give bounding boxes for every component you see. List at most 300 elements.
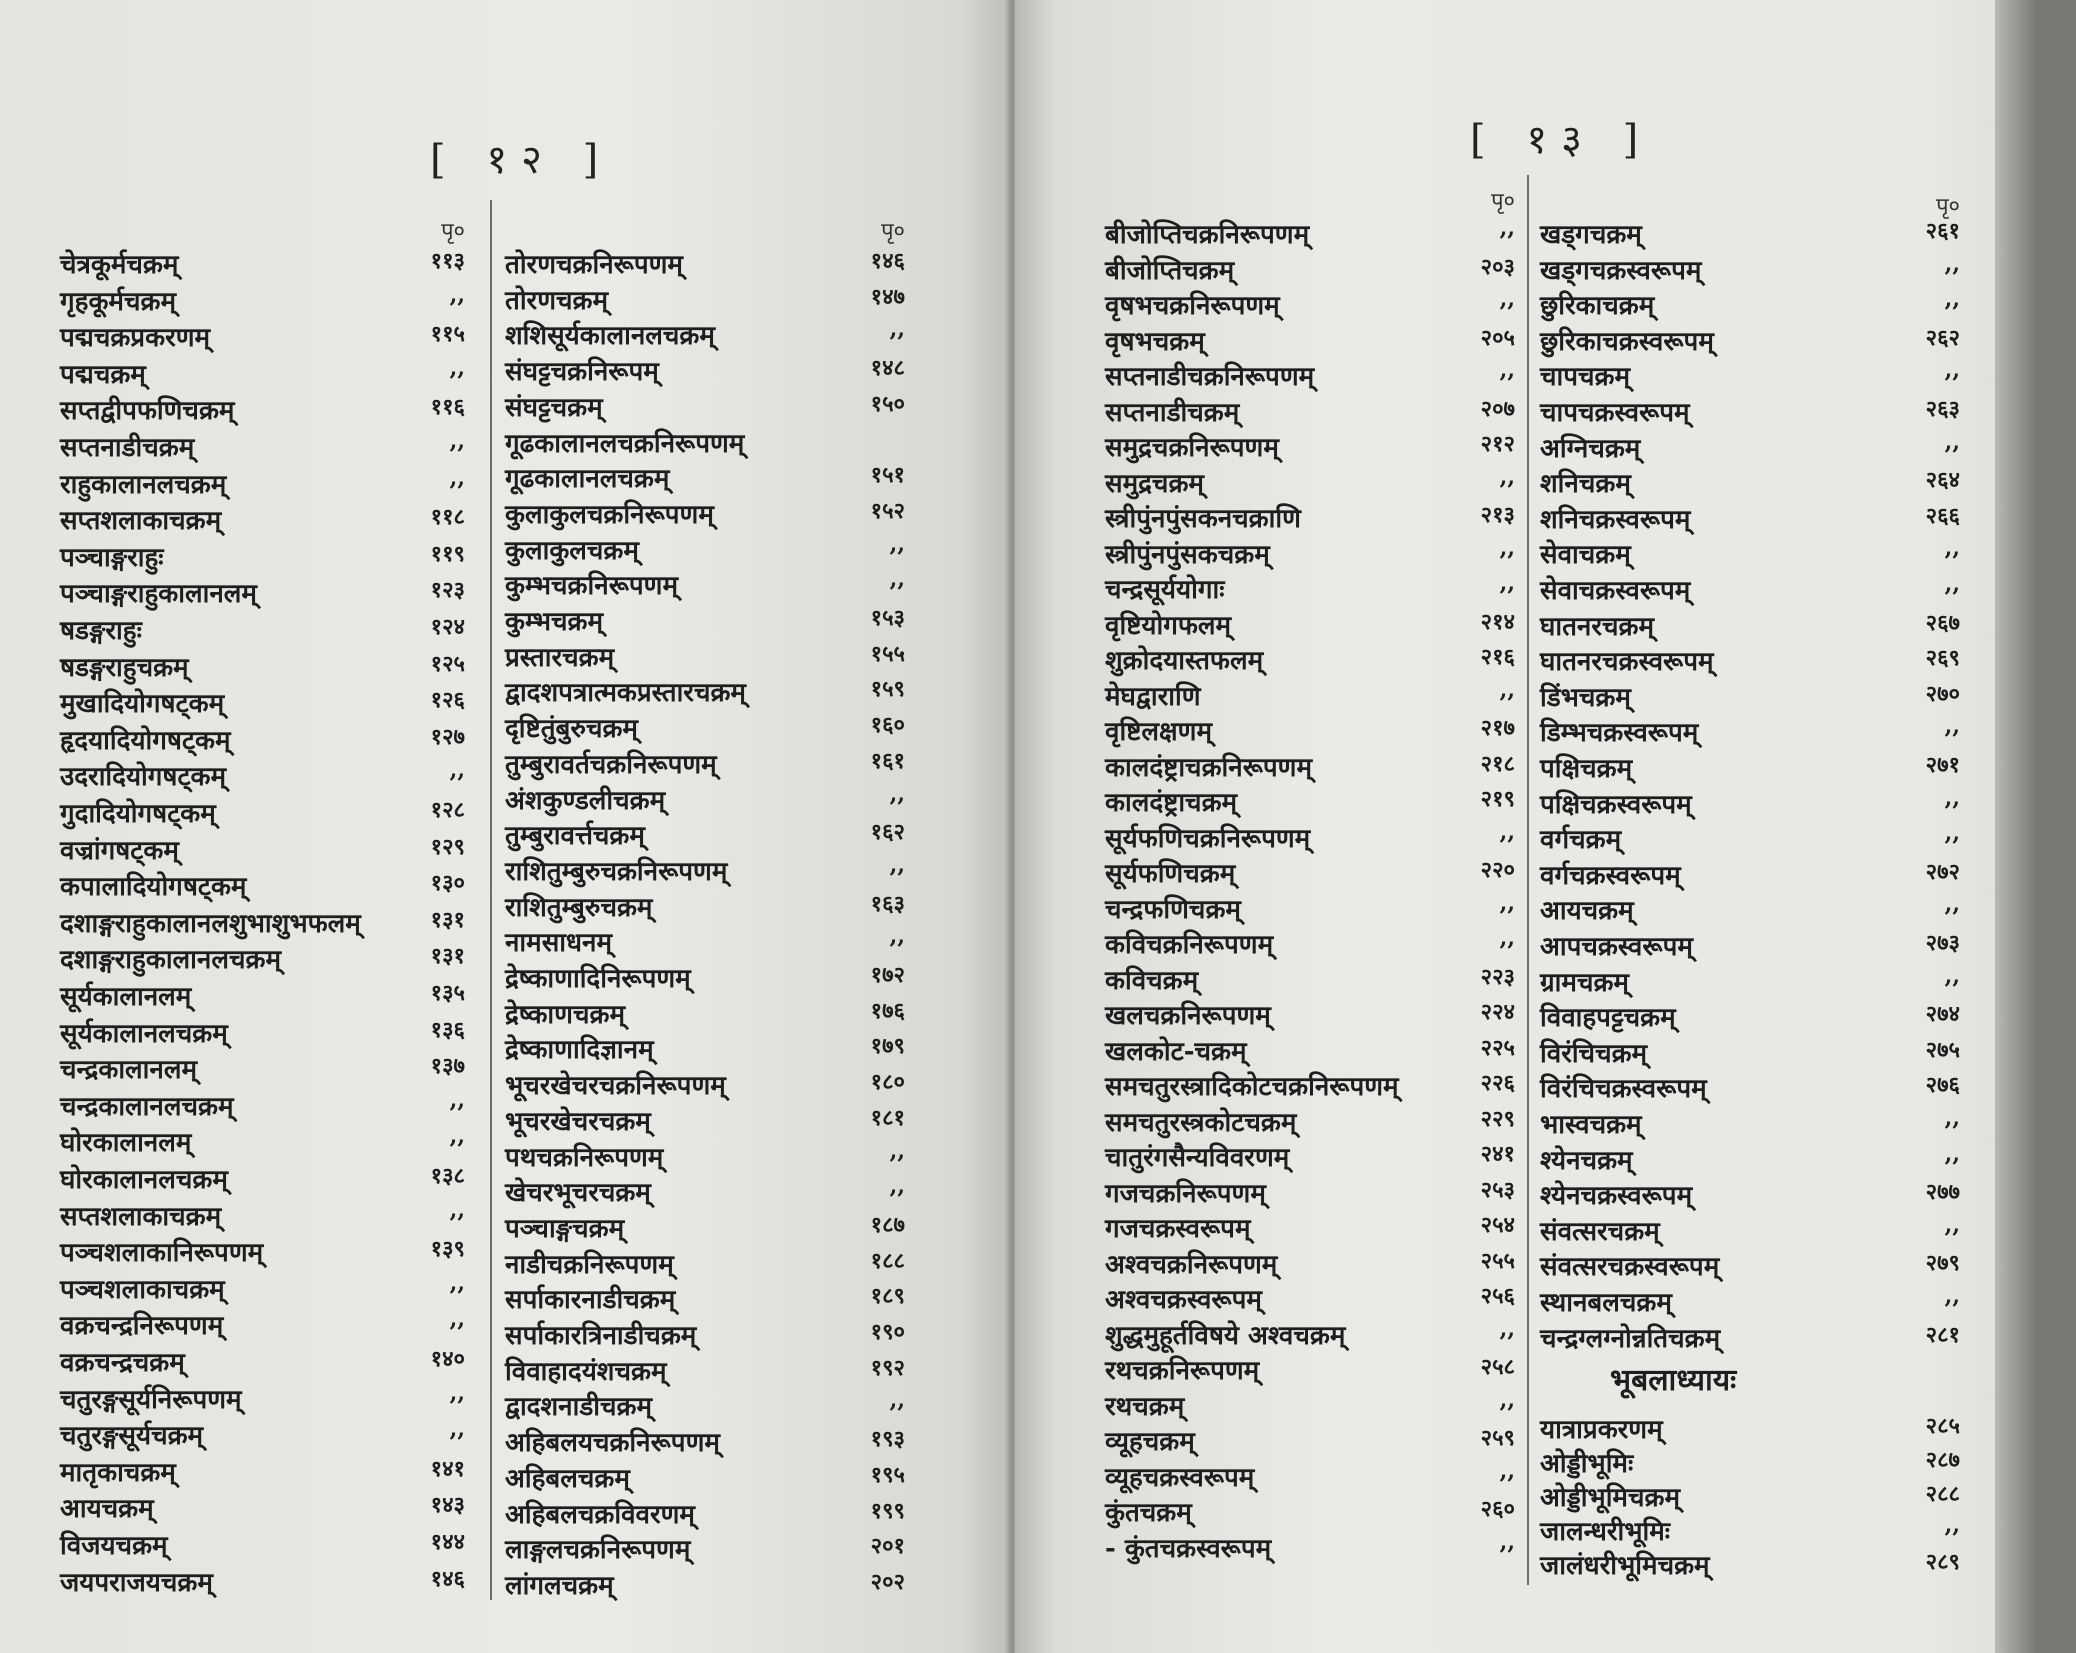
toc-entry [1105,1138,1515,1172]
toc-entry-title: ओड्डीभूमिः [1540,1449,1634,1479]
toc-entry-title: चापचक्रम् [1540,362,1631,393]
toc-entry-page: २२९ [1480,1105,1515,1132]
toc-entry-page: ,, [1499,357,1515,383]
toc-entry-title: दृष्टितुंबुरुचक्रम् [505,714,638,745]
toc-entry-title: घातनरचक्रस्वरूपम् [1540,647,1714,678]
toc-entry-title: आपचक्रस्वरूपम् [1540,932,1693,962]
toc-entry [505,566,905,600]
toc-entry [60,1160,465,1194]
toc-entry-page: १३९ [430,1236,465,1263]
toc-entry-title: पथचक्रनिरूपणम् [505,1142,664,1173]
toc-entry-page: २०२ [870,1568,905,1595]
toc-entry [60,1014,465,1048]
toc-entry-page: ,, [889,1387,905,1414]
toc-entry-page: २२३ [1480,963,1515,990]
toc-entry-page: १३८ [430,1163,465,1189]
toc-entry-title: सर्पाकारनाडीचक्रम् [505,1285,676,1316]
toc-entry [60,282,465,316]
toc-entry-title: सप्तनाडीचक्रनिरूपणम् [1105,362,1315,392]
toc-entry [1540,535,1960,569]
toc-entry-title: सेवाचक्रम् [1540,540,1631,571]
toc-entry [505,531,905,565]
toc-entry-title: सूर्यफणिचक्रम् [1105,859,1236,889]
toc-entry-page: ,, [1499,534,1515,561]
toc-entry [505,1423,905,1457]
toc-entry [505,1066,905,1100]
toc-entry [1540,500,1960,534]
toc-entry-title: द्रेष्काणादिनिरूपणम् [505,964,691,994]
toc-entry-page: १६१ [870,747,905,774]
toc-entry-title: द्वादशपत्रात्मकप्रस्तारचक्रम् [505,678,746,709]
toc-entry-page: २७६ [1925,1072,1960,1099]
toc-entry-title: तुम्बुरावर्त्तचक्रम् [505,821,645,852]
toc-entry [505,673,905,707]
toc-entry [505,1030,905,1064]
toc-entry-page: १४४ [430,1529,465,1555]
toc-entry-title: गजचक्रनिरूपणम् [1105,1178,1266,1209]
toc-entry-title: व्यूहचक्रस्वरूपम् [1105,1462,1255,1493]
toc-entry-title: राशितुम्बुरुचक्रनिरूपणम् [505,856,728,887]
toc-entry-title: सेवाचक्रस्वरूपम् [1540,576,1691,606]
toc-entry [1105,428,1515,462]
toc-entry-page: ,, [1944,1283,1960,1309]
toc-entry [1540,1444,1960,1478]
toc-entry [1540,1212,1960,1246]
toc-entry-title: खड्गचक्रम् [1540,220,1642,250]
toc-entry-title: वक्रचन्द्रनिरूपणम् [60,1311,224,1342]
toc-entry-page: २६३ [1925,396,1960,422]
toc-entry-page: २५३ [1480,1176,1515,1203]
toc-entry-page: ,, [449,464,465,491]
toc-column [60,215,465,1615]
toc-entry-page: २२५ [1480,1034,1515,1061]
toc-entry-title: वज्रांगषट्कम् [60,835,179,866]
toc-entry-title: गूढकालानलचक्रम् [505,464,670,495]
toc-entry-title: दशाङ्गराहुकालानलशुभाशुभफलम् [60,908,361,939]
toc-entry [1105,393,1515,427]
toc-entry [1105,1387,1515,1421]
toc-entry-title: कालदंष्ट्राचक्रनिरूपणम् [1105,752,1313,783]
toc-entry-page: १४७ [870,283,905,310]
toc-entry-page: २७१ [1925,752,1960,778]
toc-entry-page: १५१ [870,462,905,489]
toc-entry-title: संघट्टचक्रम् [505,392,603,423]
toc-entry-page: २५८ [1480,1354,1515,1380]
toc-entry-title: रथचक्रनिरूपणम् [1105,1356,1260,1386]
toc-entry-title: श्येनचक्रस्वरूपम् [1540,1181,1693,1212]
toc-entry-title: वर्गचक्रम् [1540,825,1622,856]
toc-entry [60,1380,465,1414]
toc-entry [1540,1283,1960,1317]
toc-entry-title: चन्द्रकालानलम् [60,1055,198,1086]
toc-entry-page: ,, [449,428,465,454]
toc-entry-title: शशिसूर्यकालानलचक्रम् [505,321,715,352]
toc-entry-page: ,, [1499,1457,1515,1484]
toc-entry-page: २५६ [1480,1283,1515,1309]
toc-entry-page: ,, [1944,571,1960,597]
toc-entry-title: समुद्रचक्रनिरूपणम् [1105,433,1279,463]
toc-entry-title: सप्तशलाकाचक्रम् [60,1201,222,1232]
toc-entry-title: अश्वचक्रस्वरूपम् [1105,1285,1262,1315]
toc-entry-page: ,, [889,316,905,343]
toc-entry-title: भूचरखेचरचक्रम् [505,1106,651,1137]
toc-entry-title: तोरणचक्रम् [505,285,609,316]
toc-entry-page: २८७ [1925,1447,1960,1473]
toc-entry-title: पद्मचक्रप्रकरणम् [60,323,211,354]
toc-entry-page: ,, [449,1379,465,1406]
toc-entry-page: २२४ [1480,999,1515,1025]
toc-entry [505,1245,905,1279]
toc-entry [505,1280,905,1314]
toc-entry-title: सूर्यफणिचक्रनिरूपणम् [1105,823,1311,854]
toc-entry-page: १६० [870,712,905,739]
toc-entry [505,888,905,922]
toc-entry-page: २७३ [1925,930,1960,956]
toc-column [1105,185,1515,1585]
toc-entry [1105,322,1515,356]
toc-entry-page: १४८ [870,355,905,382]
toc-entry-title: पञ्चाङ्गराहुः [60,542,164,573]
toc-entry [60,1416,465,1450]
toc-entry-page: १८० [870,1069,905,1096]
toc-entry-page: ११९ [430,540,465,567]
toc-entry [1540,1546,1960,1580]
toc-entry-title: विरंचिचक्रस्वरूपम् [1540,1074,1707,1105]
toc-entry-page: ,, [1499,676,1515,703]
toc-entry [1105,464,1515,498]
toc-entry-page: १४० [430,1346,465,1372]
toc-entry-page: १७९ [870,1033,905,1060]
toc-entry-title: विजयचक्रम् [60,1531,168,1561]
toc-entry-page: १४१ [430,1455,465,1482]
toc-entry-page: २१८ [1480,750,1515,777]
page-column-header: पृ० [1491,189,1515,214]
toc-entry [60,465,465,499]
toc-entry [505,1316,905,1350]
toc-entry-page: २१२ [1480,431,1515,457]
toc-entry-page: १४३ [430,1492,465,1519]
toc-entry-page: १२४ [430,614,465,640]
toc-entry [60,940,465,974]
toc-entry-title: घातनरचक्रम् [1540,611,1655,642]
toc-entry [1540,1512,1960,1546]
toc-entry [1540,1478,1960,1512]
toc-entry [1540,286,1960,320]
toc-entry-page: ,, [1499,818,1515,845]
toc-entry-page: १२९ [430,833,465,860]
toc-entry-page: १८१ [870,1104,905,1131]
toc-entry [505,1102,905,1136]
toc-entry-title: खलचक्रनिरूपणम् [1105,1001,1271,1031]
toc-entry-title: तुम्बुरावर्तचक्रनिरूपणम् [505,749,717,780]
toc-entry-page: १३७ [430,1053,465,1080]
toc-entry-title: जयपराजयचक्रम् [60,1567,213,1598]
toc-entry-title: कुम्भचक्रनिरूपणम् [505,571,679,602]
toc-entry-title: कविचक्रनिरूपणम् [1105,930,1274,960]
toc-entry [60,318,465,352]
toc-entry-page: १५९ [870,676,905,703]
toc-entry [1540,642,1960,676]
toc-entry [60,1270,465,1304]
toc-entry-page: २५९ [1480,1425,1515,1451]
toc-entry-page: १३६ [430,1016,465,1043]
toc-entry-title: राहुकालानलचक्रम् [60,469,227,500]
toc-entry-page: २६२ [1925,324,1960,351]
toc-entry-title: कुम्भचक्रम् [505,607,604,637]
toc-entry-page: १२६ [430,687,465,714]
toc-entry-title: द्रेष्काणचक्रम् [505,999,625,1030]
toc-entry [505,1138,905,1172]
toc-entry [60,1050,465,1084]
toc-entry-page: ,, [889,923,905,950]
toc-entry-page: ,, [1944,1512,1960,1538]
toc-entry-title: कालदंष्ट्राचक्रम् [1105,788,1238,818]
toc-entry-page: ,, [1944,250,1960,277]
toc-entry-page: २६९ [1925,645,1960,672]
toc-entry [60,757,465,791]
toc-entry-page: १८७ [870,1211,905,1238]
toc-entry [1540,856,1960,890]
toc-entry [1540,1410,1960,1444]
toc-entry-title: अंशकुण्डलीचक्रम् [505,785,666,816]
toc-entry-page: ,, [449,1086,465,1113]
toc-entry [60,428,465,462]
toc-entry [1540,357,1960,391]
toc-entry-title: डिंभचक्रम् [1540,682,1631,713]
toc-entry-page: ,, [449,1196,465,1223]
toc-entry [1105,1067,1515,1101]
toc-entry [1105,748,1515,782]
toc-entry [505,1209,905,1243]
toc-entry-title: सर्पाकारत्रिनाडीचक्रम् [505,1321,697,1351]
toc-entry [505,1530,905,1564]
toc-entry-title: वृष्टियोगफलम् [1105,610,1232,641]
toc-entry-page: ,, [1499,1528,1515,1555]
toc-entry [60,245,465,279]
toc-entry-page: २०३ [1480,253,1515,280]
toc-entry [60,867,465,901]
toc-entry-page: १५५ [870,640,905,667]
toc-entry-title: आयचक्रम् [60,1494,154,1525]
toc-entry-title: तोरणचक्रनिरूपणम् [505,250,683,280]
toc-entry-page: ,, [1944,820,1960,847]
toc-entry-title: - कुंतचक्रस्वरूपम् [1105,1533,1272,1564]
toc-entry-page: ,, [1499,570,1515,596]
page-number: [ १२ ] [430,137,613,183]
toc-entry-page: ,, [1944,1140,1960,1167]
toc-entry-page: २१९ [1480,786,1515,812]
toc-entry-page: ११५ [430,321,465,348]
toc-entry [1105,819,1515,853]
toc-entry [505,638,905,672]
toc-entry-title: प्रस्तारचक्रम् [505,642,615,673]
toc-entry-page: २२६ [1480,1070,1515,1096]
toc-entry-title: द्वादशनाडीचक्रम् [505,1392,653,1423]
toc-entry-page: ,, [889,851,905,878]
toc-entry [1540,998,1960,1032]
toc-entry-page: १३१ [430,906,465,933]
left-page [0,0,1010,1653]
toc-entry-title: रथचक्रम् [1105,1391,1185,1422]
toc-entry-page: ११३ [430,248,465,274]
toc-entry [1105,1458,1515,1492]
toc-entry [60,1087,465,1121]
toc-entry-page: १९३ [870,1426,905,1453]
toc-entry-title: मेघद्वाराणि [1105,681,1201,712]
toc-entry [60,1197,465,1231]
page-column-header: पृ० [1936,194,1960,219]
column-divider [1527,175,1529,1585]
toc-entry-page: १८९ [870,1283,905,1310]
toc-entry [60,1343,465,1377]
toc-entry-page: २६४ [1925,467,1960,494]
toc-entry-title: चतुरङ्गसूर्यनिरूपणम् [60,1384,242,1415]
toc-entry [505,602,905,636]
toc-entry-page: २६० [1480,1496,1515,1522]
toc-entry [1540,1105,1960,1139]
toc-entry [1105,1209,1515,1243]
toc-entry [60,904,465,938]
toc-entry-title: उदरादियोगषट्कम् [60,762,227,793]
toc-entry-page: २७० [1925,680,1960,707]
toc-entry-title: संवत्सरचक्रस्वरूपम् [1540,1252,1720,1283]
toc-entry-title: लाङ्गलचक्रनिरूपणम् [505,1535,691,1566]
toc-entry [505,1352,905,1386]
toc-entry [60,538,465,572]
toc-entry [60,1453,465,1487]
toc-entry-page: ,, [1499,925,1515,951]
toc-entry-page: २४१ [1480,1141,1515,1167]
toc-entry-title: ओड्डीभूमिचक्रम् [1540,1483,1681,1513]
toc-entry [505,923,905,957]
toc-entry [1540,1141,1960,1175]
toc-entry-title: चन्द्रसूर्ययोगाः [1105,575,1225,605]
toc-entry-title: शुक्रोदयास्तफलम् [1105,646,1264,676]
toc-entry-title: चातुरंगसैन्यविवरणम् [1105,1143,1290,1173]
toc-entry-page: २१३ [1480,502,1515,528]
toc-entry-title: विरंचिचक्रम् [1540,1038,1648,1069]
toc-entry-page: १९५ [870,1461,905,1488]
toc-entry-page: ,, [1944,962,1960,989]
toc-entry-title: चतुरङ्गसूर्यचक्रम् [60,1421,204,1452]
toc-entry [1540,1034,1960,1068]
toc-entry [1105,357,1515,391]
toc-entry-page: २८९ [1925,1549,1960,1575]
toc-entry [1105,286,1515,320]
toc-entry-title: द्रेष्काणादिज्ञानम् [505,1035,654,1066]
toc-entry-page: २१६ [1480,644,1515,670]
toc-entry [1105,677,1515,711]
toc-entry [505,745,905,779]
toc-entry [1540,607,1960,641]
toc-entry-page: ,, [889,1137,905,1164]
toc-entry-page: ,, [1944,1211,1960,1238]
toc-entry-page: ,, [449,281,465,308]
toc-entry [1540,785,1960,819]
toc-entry [1540,571,1960,605]
toc-entry-title: नाडीचक्रनिरूपणम् [505,1249,674,1280]
toc-entry [1105,1103,1515,1137]
toc-entry [60,831,465,865]
toc-entry [1540,1319,1960,1353]
toc-entry-page: १३० [430,870,465,897]
toc-entry-title: चेत्रकूर्मचक्रम् [60,250,179,280]
toc-entry-title: शुद्धमुहूर्तविषये अश्वचक्रम् [1105,1320,1346,1351]
toc-entry-title: पञ्चाङ्गचक्रम् [505,1213,625,1244]
toc-entry-title: षडङ्गराहुचक्रम् [60,652,189,683]
toc-entry [505,959,905,993]
toc-entry [1105,1422,1515,1456]
toc-entry [505,1495,905,1529]
toc-entry [1540,927,1960,961]
toc-entry-page: १५३ [870,605,905,631]
toc-entry-title: विवाहादयंशचक्रम् [505,1356,667,1387]
toc-entry-title: हृदयादियोगषट्कम् [60,725,231,756]
toc-entry [1540,1247,1960,1281]
toc-entry-title: कुलाकुलचक्रनिरूपणम् [505,499,714,530]
toc-entry-title: अहिबलयचक्रनिरूपणम् [505,1428,720,1459]
toc-entry-title: सूर्यकालानलचक्रम् [60,1018,228,1049]
toc-entry [1540,393,1960,427]
toc-entry-title: गुदादियोगषट्कम् [60,799,216,829]
toc-entry [1540,464,1960,498]
toc-entry-page: २२० [1480,857,1515,883]
toc-entry-title: बीजोप्तिचक्रम् [1105,255,1235,286]
toc-entry-title: डिम्भचक्रस्वरूपम् [1540,718,1699,749]
toc-entry [505,424,905,458]
toc-entry-title: वृष्टिलक्षणम् [1105,717,1212,747]
toc-entry [505,1387,905,1421]
toc-entry-title: खड्गचक्रस्वरूपम् [1540,255,1702,286]
toc-entry-page: ,, [889,1173,905,1200]
toc-entry-page: २६१ [1925,218,1960,244]
toc-entry [1105,854,1515,888]
toc-entry-title: व्यूहचक्रम् [1105,1427,1195,1457]
toc-entry-page: २०१ [870,1533,905,1560]
toc-entry-page: ११८ [430,504,465,531]
toc-entry-title: षडङ्गराहुः [60,616,142,646]
toc-entry [60,611,465,645]
toc-entry-title: वक्रचन्द्रचक्रम् [60,1348,185,1378]
toc-entry-title: सूर्यकालानलम् [60,982,192,1012]
toc-entry-title: संवत्सरचक्रम् [1540,1216,1660,1247]
toc-entry-title: ग्रामचक्रम् [1540,967,1629,998]
toc-entry-title: भूचरखेचरचक्रनिरूपणम् [505,1071,726,1102]
toc-entry-page: २६६ [1925,502,1960,529]
toc-entry [60,1306,465,1340]
toc-entry [1540,1069,1960,1103]
page-edge [1995,0,2035,1653]
toc-entry-page: १४६ [430,1565,465,1592]
toc-entry-title: पञ्चशलाकानिरूपणम् [60,1238,264,1269]
toc-entry [1540,429,1960,463]
toc-entry-title: अहिबलचक्रम् [505,1463,630,1494]
toc-entry [1105,215,1515,249]
toc-entry-page: १६२ [870,819,905,846]
toc-entry [60,684,465,718]
toc-entry-page: ,, [449,1306,465,1333]
toc-entry-page: ,, [449,1123,465,1150]
toc-entry-page: ,, [1499,1386,1515,1413]
toc-entry [505,852,905,886]
toc-entry-title: समचतुरस्त्रादिकोटचक्रनिरूपणम् [1105,1072,1399,1102]
toc-entry [1105,499,1515,533]
toc-entry-title: पद्मचक्रम् [60,359,146,390]
toc-entry [1540,749,1960,783]
toc-entry-title: नामसाधनम् [505,928,612,959]
toc-entry [1105,890,1515,924]
toc-entry [1105,961,1515,995]
